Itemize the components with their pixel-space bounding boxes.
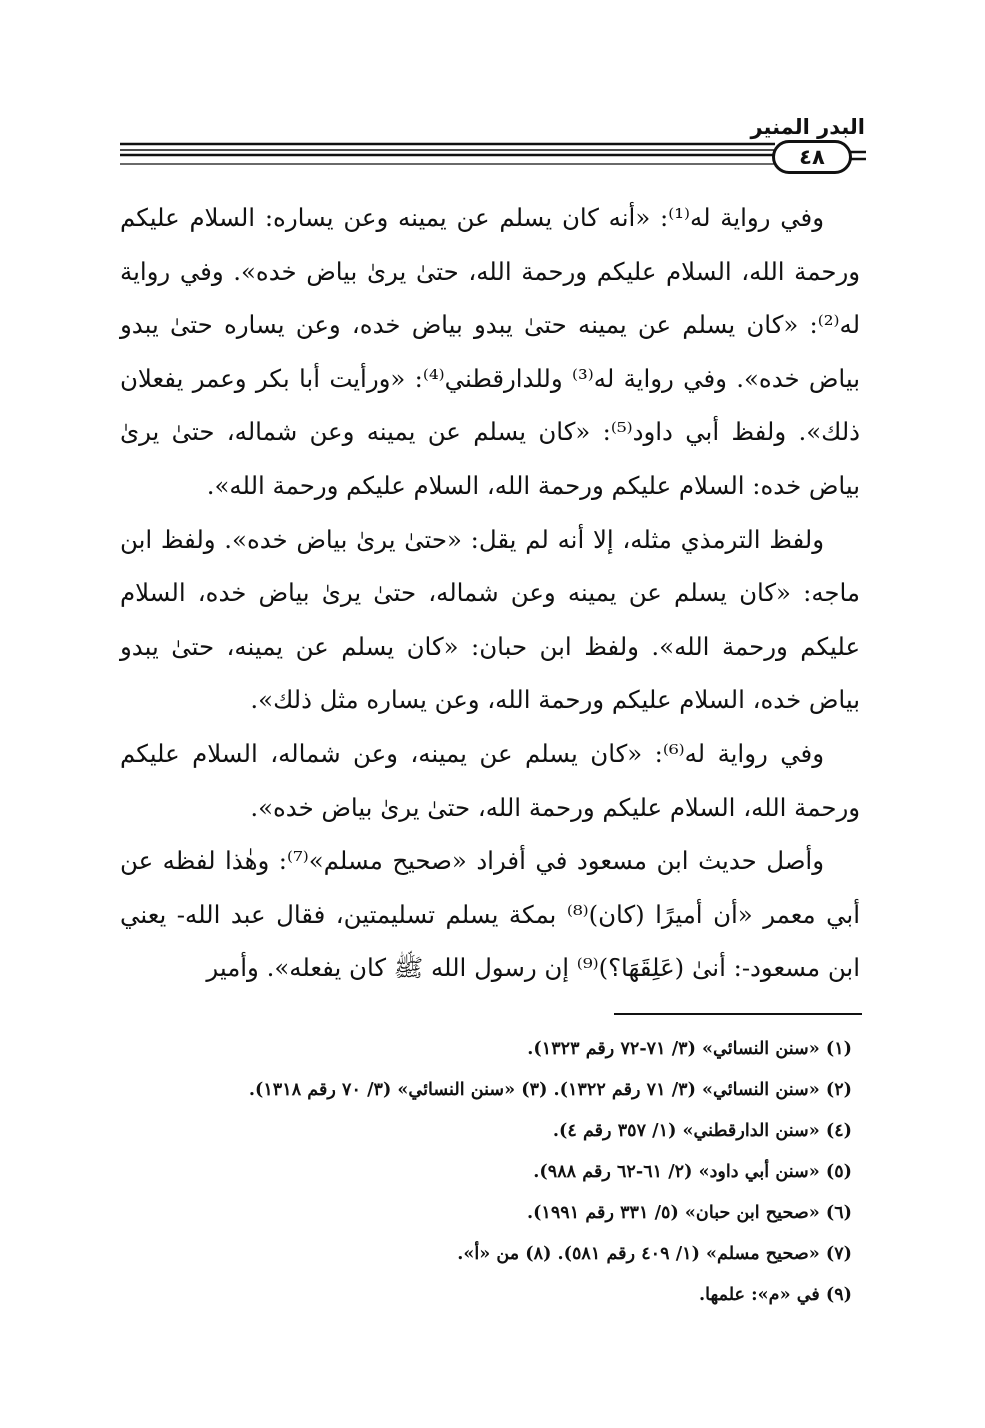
footnote: (٩) في «م»: علمها. xyxy=(698,1284,852,1305)
page-header xyxy=(0,0,985,190)
footnote: (٢) «سنن النسائي» (٣/ ٧١ رقم ١٣٢٢). (٣) «سنن النسائي» (٣/ ٧٠ رقم ١٣١٨). xyxy=(248,1079,852,1100)
paragraph: وفي رواية له⁽⁶⁾: «كان يسلم عن يمينه، وعن شماله، السلام عليكم ورحمة الله، السلام عليكم ورحمة الله، حتىٰ يرىٰ بياض خده». xyxy=(120,738,860,822)
footnotes xyxy=(110,1028,852,1315)
footnote: (٦) «صحيح ابن حبان» (٥/ ٣٣١ رقم ١٩٩١). xyxy=(526,1202,852,1223)
footnote: (٧) «صحيح مسلم» (١/ ٤٠٩ رقم ٥٨١). (٨) من «أ». xyxy=(457,1243,852,1264)
paragraph: وفي رواية له⁽¹⁾: «أنه كان يسلم عن يمينه وعن يساره: السلام عليكم ورحمة الله، السلام عليكم ورحمة الله، حتىٰ يرىٰ بياض خده». وفي رواية له⁽²⁾: «كان يسلم عن يمينه حتىٰ يبدو بياض خده، وعن يساره حتىٰ يبدو بياض خده». وفي رواية له⁽³⁾ وللدارقطني⁽⁴⁾: «ورأيت أبا بكر وعمر يفعلان ذلك». ولفظ أبي داود⁽⁵⁾: «كان يسلم عن يمينه وعن شماله، حتىٰ يرىٰ بياض خده: السلام عليكم ورحمة الله، السلام عليكم ورحمة الله». xyxy=(120,203,860,500)
main-text xyxy=(120,191,860,995)
footnote: (٤) «سنن الدارقطني» (١/ ٣٥٧ رقم ٤). xyxy=(552,1120,852,1141)
paragraph: ولفظ الترمذي مثله، إلا أنه لم يقل: «حتىٰ يرىٰ بياض خده». ولفظ ابن ماجه: «كان يسلم عن يمينه وعن شماله، حتىٰ يرىٰ بياض خده، السلام عليكم ورحمة الله». ولفظ ابن حبان: «كان يسلم عن يمينه، حتىٰ يبدو بياض خده، السلام عليكم ورحمة الله، وعن يساره مثل ذلك». xyxy=(120,524,860,715)
paragraph: وأصل حديث ابن مسعود في أفراد «صحيح مسلم»⁽⁷⁾: وهٰذا لفظه عن أبي معمر «أن أميرًا (كان)⁽⁸⁾ بمكة يسلم تسليمتين، فقال عبد الله- يعني ابن مسعود-: أنىٰ (عَلِقَهَا؟)⁽⁹⁾ إن رسول الله ﷺ كان يفعله». وأمير xyxy=(120,846,860,983)
footnote: (١) «سنن النسائي» (٣/ ٧١-٧٢ رقم ١٣٢٣). xyxy=(527,1038,852,1059)
page-number: ٤٨ xyxy=(772,140,852,174)
book-title: البدر المنير xyxy=(750,115,865,139)
footnote: (٥) «سنن أبي داود» (٢/ ٦١-٦٢ رقم ٩٨٨). xyxy=(533,1161,852,1182)
footnote-separator xyxy=(614,1013,862,1015)
